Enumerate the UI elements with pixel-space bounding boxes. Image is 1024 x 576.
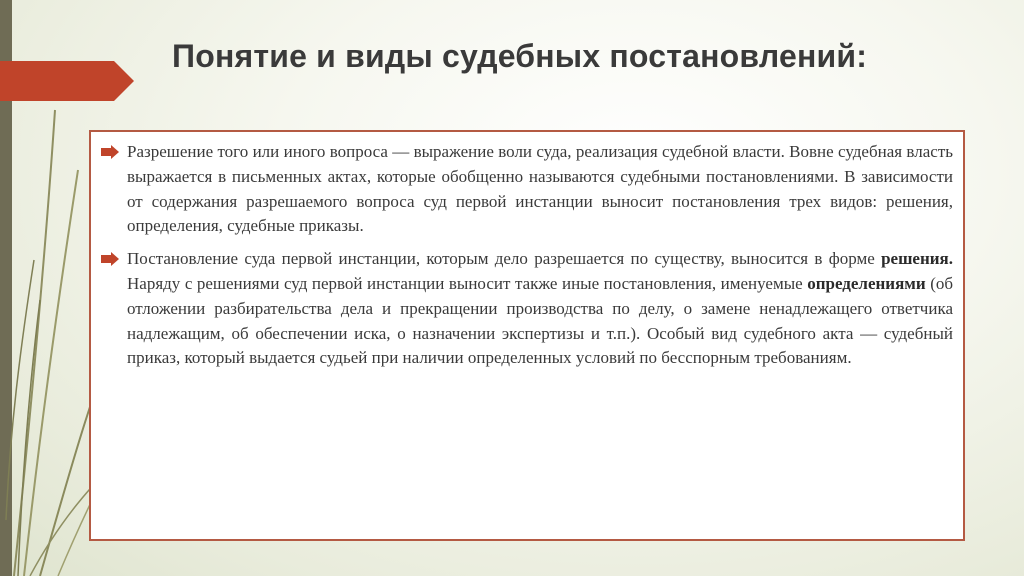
bold-term-rulings: определениями	[807, 273, 926, 293]
arrow-bullet-icon	[101, 145, 119, 159]
content-box	[89, 130, 965, 541]
bullet-item	[101, 140, 953, 239]
arrow-bullet-icon	[101, 252, 119, 266]
bullet-text: Разрешение того или иного вопроса — выражение воли суда, реализация судебной власти. Вовне судебная власть выражается в письменных актах, которые обобщенно называются судебными постановлениями. В зависимости от содержания разрешаемого вопроса суд первой инстанции выносит постановления трех видов: решения, определения, судебные приказы.	[127, 142, 953, 236]
bullet-text-part: Постановление суда первой инстанции, которым дело разрешается по существу, выносится в форме	[127, 249, 882, 269]
bullet-text-part: Наряду с решениями суд первой инстанции выносит также иные постановления, именуемые	[127, 273, 808, 293]
bullet-text-part: (об отложении разбирательства дела и прекращении производства по делу, о замене ненадлежащего ответчика надлежащим, об обеспечении иска, о назначении экспертизы и т.п.). Особый вид судебного акта — судебный приказ, который выдается судьей при наличии определенных условий по бесспорным требованиям.	[127, 273, 954, 368]
slide-title: Понятие и виды судебных постановлений:	[172, 38, 868, 74]
bullet-text	[127, 247, 953, 371]
bold-term-decision: решения.	[881, 249, 953, 269]
bullet-item	[101, 247, 953, 371]
accent-arrow-shape	[0, 61, 134, 101]
